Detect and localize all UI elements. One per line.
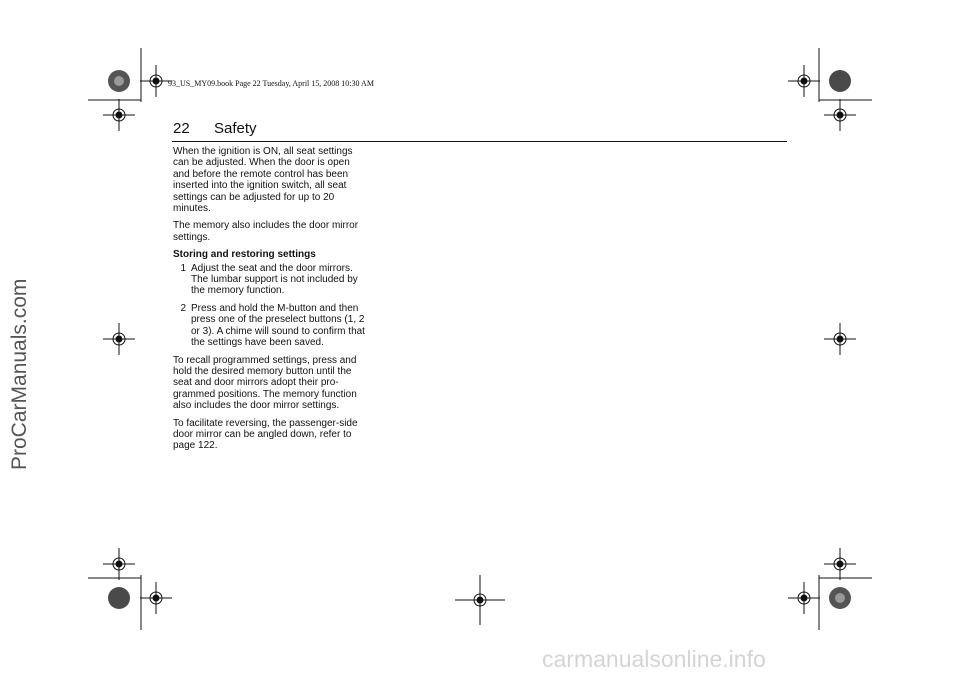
list-item bbox=[173, 263, 367, 297]
step-text: Adjust the seat and the door mirrors. The lumbar support is not included by the memory function. bbox=[191, 262, 358, 297]
side-watermark: ProCarManuals.com bbox=[8, 278, 31, 470]
crosshair-target bbox=[103, 323, 135, 355]
step-number: 2 bbox=[180, 302, 186, 314]
printer-dot bbox=[829, 70, 851, 92]
crosshair-target bbox=[103, 548, 135, 580]
paragraph: The memory also includes the door mirror settings. bbox=[173, 220, 359, 243]
crosshair-target bbox=[103, 99, 135, 131]
book-info-line: 93_US_MY09.book Page 22 Tuesday, April 15, 2008 10:30 AM bbox=[168, 79, 374, 88]
bottom-watermark: carmanualsonline.info bbox=[542, 646, 766, 672]
crosshair-target bbox=[788, 65, 820, 97]
step-text: Press and hold the M-button and then press one of the preselect buttons (1, 2 or 3). A chime will sound to confirm that the settings have been saved. bbox=[191, 302, 365, 349]
crosshair-target bbox=[140, 582, 172, 614]
crosshair-target bbox=[788, 582, 820, 614]
paragraph: To facilitate reversing, the passenger-side door mirror can be angled down, refer to page 122. bbox=[173, 417, 358, 452]
subheading: Storing and restoring settings bbox=[173, 249, 316, 261]
list-item bbox=[173, 303, 367, 349]
crosshair-target bbox=[824, 548, 856, 580]
printer-dot-star bbox=[829, 587, 851, 609]
printer-dot bbox=[108, 587, 130, 609]
page-number: 22 bbox=[173, 120, 190, 137]
body-column bbox=[173, 146, 367, 458]
crosshair-target bbox=[824, 99, 856, 131]
header-rule bbox=[172, 141, 787, 142]
printer-dot-star bbox=[108, 70, 130, 92]
section-title: Safety bbox=[214, 120, 257, 137]
crosshair-target bbox=[455, 575, 505, 625]
paragraph: To recall programmed settings, press and hold the desired memory button until the seat and door mirrors adopt their pro-grammed positions. The memory function also includes the door mirror settings. bbox=[173, 354, 357, 412]
paragraph: When the ignition is ON, all seat settings can be adjusted. When the door is open and before the remote control has been inserted into the ignition switch, all seat settings can be adjusted for up to 20 minutes. bbox=[173, 146, 353, 215]
crosshair-target bbox=[824, 323, 856, 355]
step-number: 1 bbox=[180, 262, 186, 274]
